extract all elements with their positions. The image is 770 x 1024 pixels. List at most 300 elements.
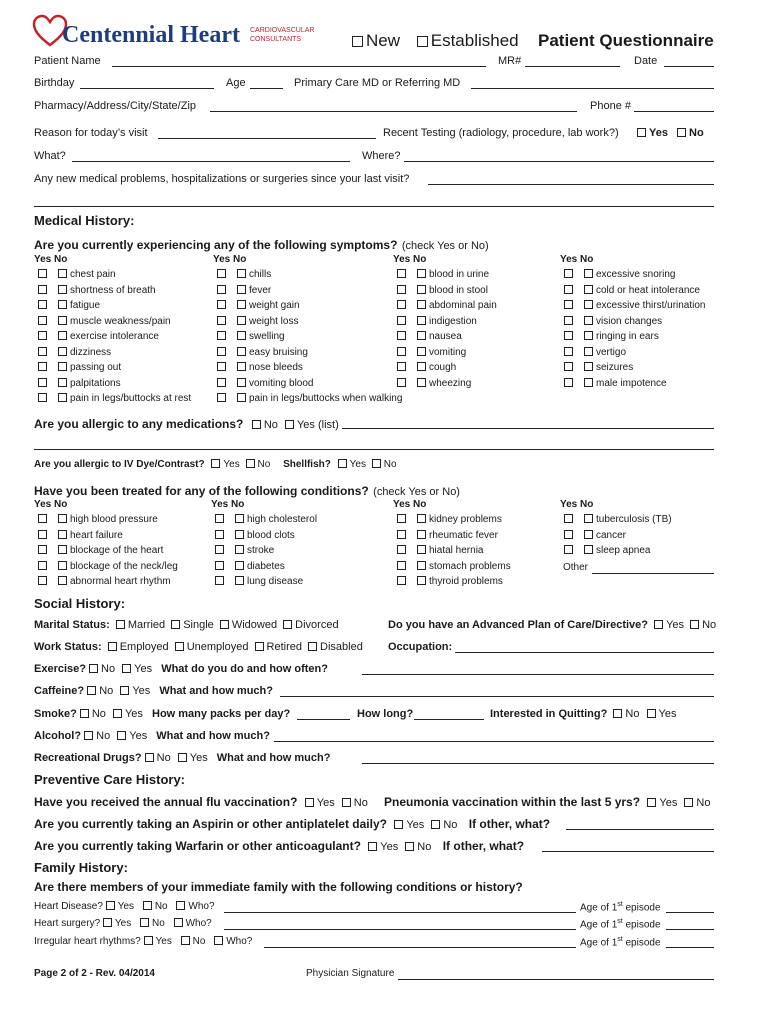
age-episode-field[interactable] xyxy=(666,929,714,930)
yes-checkbox[interactable] xyxy=(38,331,47,340)
who-label: Who? xyxy=(226,936,253,947)
no-checkbox[interactable] xyxy=(417,545,426,554)
yes-checkbox[interactable] xyxy=(215,561,224,570)
aspirin-if-other: If other, what? xyxy=(468,817,551,831)
exercise-field[interactable] xyxy=(362,674,714,675)
yes-checkbox[interactable] xyxy=(38,514,47,523)
no-checkbox[interactable] xyxy=(235,576,244,585)
established-checkbox[interactable] xyxy=(417,36,428,47)
new-problems-field-2[interactable] xyxy=(34,206,714,207)
no-checkbox[interactable] xyxy=(584,300,593,309)
no-checkbox[interactable] xyxy=(417,316,426,325)
condition-row xyxy=(397,514,502,525)
new-problems-label: Any new medical problems, hospitalizations or surgeries since your last visit? xyxy=(34,173,410,185)
page-title: Patient Questionnaire xyxy=(538,31,714,50)
warfarin-other-field[interactable] xyxy=(542,851,714,852)
yes-checkbox[interactable] xyxy=(564,362,573,371)
yes-label: Yes xyxy=(406,819,425,831)
condition-row xyxy=(215,561,285,572)
family-question: Are there members of your immediate family with the following conditions or history? xyxy=(34,880,523,894)
condition-row xyxy=(564,362,633,373)
yes-checkbox[interactable] xyxy=(215,514,224,523)
yes-checkbox[interactable] xyxy=(217,347,226,356)
condition-row xyxy=(564,285,700,296)
family-condition-label: Heart Disease? xyxy=(34,901,103,912)
family-who-checkbox[interactable] xyxy=(174,918,183,927)
condition-label: pain in legs/buttocks at rest xyxy=(70,393,192,404)
divorced-checkbox[interactable] xyxy=(283,620,292,629)
drugs-yes-checkbox[interactable] xyxy=(178,753,187,762)
allergic-meds-yes-checkbox[interactable] xyxy=(285,420,294,429)
condition-row xyxy=(564,331,659,342)
advanced-yes-checkbox[interactable] xyxy=(654,620,663,629)
condition-row xyxy=(38,331,159,342)
condition-row xyxy=(397,285,488,296)
new-checkbox[interactable] xyxy=(352,36,363,47)
aspirin-no-checkbox[interactable] xyxy=(431,820,440,829)
how-long-field[interactable] xyxy=(414,719,484,720)
reason-field[interactable] xyxy=(158,138,376,139)
no-checkbox[interactable] xyxy=(58,316,67,325)
no-checkbox[interactable] xyxy=(417,514,426,523)
birthday-label: Birthday xyxy=(34,77,75,89)
shellfish-no-checkbox[interactable] xyxy=(372,459,381,468)
condition-label: vomiting blood xyxy=(249,377,314,389)
condition-row xyxy=(397,561,511,572)
aspirin-other-field[interactable] xyxy=(566,829,714,830)
no-checkbox[interactable] xyxy=(58,347,67,356)
no-checkbox[interactable] xyxy=(58,514,67,523)
signature-label: Physician Signature xyxy=(306,968,395,979)
yes-checkbox[interactable] xyxy=(38,300,47,309)
treated-question xyxy=(34,482,460,500)
yes-checkbox[interactable] xyxy=(397,331,406,340)
yes-checkbox[interactable] xyxy=(38,285,47,294)
no-checkbox[interactable] xyxy=(417,300,426,309)
condition-row xyxy=(217,269,271,280)
iv-dye-row xyxy=(34,459,397,470)
no-checkbox[interactable] xyxy=(417,331,426,340)
family-no-checkbox[interactable] xyxy=(143,901,152,910)
condition-row xyxy=(38,393,191,404)
yes-checkbox[interactable] xyxy=(397,316,406,325)
condition-label: ringing in ears xyxy=(596,331,659,342)
yes-checkbox[interactable] xyxy=(397,561,406,570)
no-checkbox[interactable] xyxy=(58,393,67,402)
no-checkbox[interactable] xyxy=(584,331,593,340)
recent-testing-yes-checkbox[interactable] xyxy=(637,128,646,137)
superscript-st: st xyxy=(617,901,623,908)
age-of-episode xyxy=(580,936,661,948)
no-checkbox[interactable] xyxy=(237,347,246,356)
quitting-yes-checkbox[interactable] xyxy=(647,709,656,718)
employed-checkbox[interactable] xyxy=(108,642,117,651)
other-field[interactable] xyxy=(592,573,714,574)
no-checkbox[interactable] xyxy=(417,362,426,371)
no-checkbox[interactable] xyxy=(417,347,426,356)
single-checkbox[interactable] xyxy=(171,620,180,629)
family-no-checkbox[interactable] xyxy=(140,918,149,927)
retired-checkbox[interactable] xyxy=(255,642,264,651)
pharmacy-field[interactable] xyxy=(210,111,577,112)
primary-md-field[interactable] xyxy=(471,88,714,89)
social-history-heading: Social History: xyxy=(34,596,126,611)
patient-name-field[interactable] xyxy=(112,66,486,67)
condition-label: passing out xyxy=(70,362,122,373)
condition-label: tuberculosis (TB) xyxy=(596,514,672,525)
no-checkbox[interactable] xyxy=(417,378,426,387)
drugs-row xyxy=(34,752,330,764)
no-checkbox[interactable] xyxy=(58,530,67,539)
condition-label: abdominal pain xyxy=(429,300,497,311)
no-checkbox[interactable] xyxy=(237,393,246,402)
widowed-label: Widowed xyxy=(231,619,278,631)
condition-label: fatigue xyxy=(70,300,101,311)
flu-row xyxy=(34,795,368,809)
no-checkbox[interactable] xyxy=(417,576,426,585)
drugs-field[interactable] xyxy=(362,763,714,764)
yes-label: Yes xyxy=(189,752,208,764)
mr-field[interactable] xyxy=(525,66,620,67)
quitting-row xyxy=(490,708,676,720)
no-checkbox[interactable] xyxy=(237,331,246,340)
where-field[interactable] xyxy=(404,161,714,162)
no-checkbox[interactable] xyxy=(58,269,67,278)
aspirin-question: Are you currently taking an Aspirin or other antiplatelet daily? xyxy=(34,817,387,831)
quitting-no-checkbox[interactable] xyxy=(613,709,622,718)
employed-label: Employed xyxy=(119,641,169,653)
iv-dye-yes-checkbox[interactable] xyxy=(211,459,220,468)
caffeine-yes-checkbox[interactable] xyxy=(120,686,129,695)
alcohol-row xyxy=(34,730,270,742)
pneumonia-row xyxy=(384,795,710,809)
work-row xyxy=(34,641,363,653)
yes-label: Yes xyxy=(658,708,677,720)
shellfish-question: Shellfish? xyxy=(283,459,331,470)
no-checkbox[interactable] xyxy=(584,530,593,539)
yes-checkbox[interactable] xyxy=(38,545,47,554)
exercise-question: What do you do and how often? xyxy=(161,663,328,675)
family-who-field[interactable] xyxy=(264,947,576,948)
condition-row xyxy=(38,347,111,358)
yes-checkbox[interactable] xyxy=(38,576,47,585)
packs-field[interactable] xyxy=(297,719,350,720)
yes-checkbox[interactable] xyxy=(564,300,573,309)
yes-checkbox[interactable] xyxy=(564,269,573,278)
condition-label: high cholesterol xyxy=(247,514,318,525)
disabled-checkbox[interactable] xyxy=(308,642,317,651)
yes-checkbox[interactable] xyxy=(397,285,406,294)
reason-label: Reason for today’s visit xyxy=(34,127,148,139)
yes-checkbox[interactable] xyxy=(564,331,573,340)
no-checkbox[interactable] xyxy=(58,561,67,570)
warfarin-question: Are you currently taking Warfarin or other anticoagulant? xyxy=(34,839,361,853)
no-checkbox[interactable] xyxy=(584,362,593,371)
yes-checkbox[interactable] xyxy=(38,378,47,387)
drugs-no-checkbox[interactable] xyxy=(145,753,154,762)
family-who-checkbox[interactable] xyxy=(176,901,185,910)
condition-row xyxy=(217,316,298,327)
condition-row xyxy=(217,393,402,404)
no-checkbox[interactable] xyxy=(584,316,593,325)
family-who-checkbox[interactable] xyxy=(214,936,223,945)
no-checkbox[interactable] xyxy=(237,300,246,309)
no-checkbox[interactable] xyxy=(58,545,67,554)
logo xyxy=(32,14,315,50)
no-checkbox[interactable] xyxy=(584,545,593,554)
condition-label: kidney problems xyxy=(429,514,502,525)
exercise-no-checkbox[interactable] xyxy=(89,664,98,673)
yes-checkbox[interactable] xyxy=(564,514,573,523)
date-field[interactable] xyxy=(664,66,714,67)
yes-checkbox[interactable] xyxy=(38,393,47,402)
occupation-field[interactable] xyxy=(455,652,714,653)
retired-label: Retired xyxy=(266,641,302,653)
no-checkbox[interactable] xyxy=(58,378,67,387)
birthday-field[interactable] xyxy=(80,88,214,89)
condition-label: nausea xyxy=(429,331,462,342)
work-label: Work Status: xyxy=(34,641,102,653)
yes-checkbox[interactable] xyxy=(397,362,406,371)
family-yes-checkbox[interactable] xyxy=(144,936,153,945)
condition-row xyxy=(38,378,121,389)
yes-checkbox[interactable] xyxy=(38,530,47,539)
allergic-meds-no-checkbox[interactable] xyxy=(252,420,261,429)
married-checkbox[interactable] xyxy=(116,620,125,629)
no-checkbox[interactable] xyxy=(237,316,246,325)
no-checkbox[interactable] xyxy=(584,269,593,278)
logo-sub1: CARDIOVASCULAR xyxy=(250,27,315,34)
yes-checkbox[interactable] xyxy=(217,378,226,387)
check-hint: (check Yes or No) xyxy=(401,240,489,252)
episode-label: episode xyxy=(625,937,661,949)
no-label: No xyxy=(91,708,106,720)
no-checkbox[interactable] xyxy=(58,362,67,371)
married-label: Married xyxy=(127,619,166,631)
no-checkbox[interactable] xyxy=(235,561,244,570)
alcohol-field[interactable] xyxy=(274,741,714,742)
no-checkbox[interactable] xyxy=(584,378,593,387)
caffeine-field[interactable] xyxy=(280,696,714,697)
yes-checkbox[interactable] xyxy=(397,530,406,539)
no-checkbox[interactable] xyxy=(58,576,67,585)
condition-label: excessive thirst/urination xyxy=(596,300,706,311)
yes-checkbox[interactable] xyxy=(564,285,573,294)
yes-checkbox[interactable] xyxy=(215,576,224,585)
smoke-yes-checkbox[interactable] xyxy=(113,709,122,718)
marital-row xyxy=(34,619,339,631)
no-checkbox[interactable] xyxy=(235,530,244,539)
disabled-label: Disabled xyxy=(320,641,363,653)
recent-testing-no-checkbox[interactable] xyxy=(677,128,686,137)
flu-no-checkbox[interactable] xyxy=(342,798,351,807)
condition-label: blockage of the neck/leg xyxy=(70,560,178,572)
condition-label: blood clots xyxy=(247,529,295,541)
yes-list-label: Yes (list) xyxy=(296,419,339,431)
yes-checkbox[interactable] xyxy=(564,530,573,539)
yes-checkbox[interactable] xyxy=(397,514,406,523)
family-no-checkbox[interactable] xyxy=(181,936,190,945)
condition-label: thyroid problems xyxy=(429,576,503,587)
yes-checkbox[interactable] xyxy=(564,545,573,554)
logo-sub2: CONSULTANTS xyxy=(250,36,302,43)
yes-label: Yes xyxy=(316,797,335,809)
condition-label: chills xyxy=(249,269,272,280)
condition-label: stroke xyxy=(247,545,275,556)
caffeine-no-checkbox[interactable] xyxy=(87,686,96,695)
yes-checkbox[interactable] xyxy=(564,347,573,356)
condition-row xyxy=(38,545,163,556)
iv-dye-no-checkbox[interactable] xyxy=(246,459,255,468)
exercise-yes-checkbox[interactable] xyxy=(122,664,131,673)
condition-label: vertigo xyxy=(596,346,627,358)
yes-checkbox[interactable] xyxy=(217,316,226,325)
yes-checkbox[interactable] xyxy=(38,316,47,325)
condition-label: stomach problems xyxy=(429,560,511,572)
family-condition-label: Heart surgery? xyxy=(34,918,101,929)
yes-checkbox[interactable] xyxy=(38,347,47,356)
condition-row xyxy=(397,316,477,327)
yes-checkbox[interactable] xyxy=(397,378,406,387)
condition-label: vomiting xyxy=(429,346,467,358)
established-label: Established xyxy=(430,31,519,50)
smoke-no-checkbox[interactable] xyxy=(80,709,89,718)
no-checkbox[interactable] xyxy=(584,285,593,294)
yes-checkbox[interactable] xyxy=(397,545,406,554)
new-problems-field[interactable] xyxy=(428,184,714,185)
condition-label: indigestion xyxy=(429,315,477,327)
how-long-label: How long? xyxy=(357,708,414,720)
no-checkbox[interactable] xyxy=(235,545,244,554)
signature-field[interactable] xyxy=(398,979,714,980)
condition-label: cough xyxy=(429,362,457,373)
age-of-episode xyxy=(580,901,661,913)
yes-checkbox[interactable] xyxy=(215,545,224,554)
allergic-meds-field[interactable] xyxy=(342,428,714,429)
no-checkbox[interactable] xyxy=(417,530,426,539)
age-field[interactable] xyxy=(250,88,283,89)
date-label: Date xyxy=(634,55,658,67)
family-who-field[interactable] xyxy=(224,912,576,913)
alcohol-no-checkbox[interactable] xyxy=(84,731,93,740)
pneumonia-yes-checkbox[interactable] xyxy=(647,798,656,807)
no-label: No xyxy=(257,459,271,470)
warfarin-no-checkbox[interactable] xyxy=(405,842,414,851)
widowed-checkbox[interactable] xyxy=(220,620,229,629)
yes-no-header: Yes No xyxy=(34,499,68,510)
yes-checkbox[interactable] xyxy=(217,300,226,309)
aspirin-yes-checkbox[interactable] xyxy=(394,820,403,829)
family-yes-checkbox[interactable] xyxy=(106,901,115,910)
yes-checkbox[interactable] xyxy=(217,393,226,402)
condition-row xyxy=(564,514,672,525)
exercise-label: Exercise? xyxy=(34,663,86,675)
condition-row xyxy=(38,316,171,327)
condition-row xyxy=(215,530,295,541)
preventive-heading: Preventive Care History: xyxy=(34,772,186,787)
yes-checkbox[interactable] xyxy=(217,331,226,340)
no-checkbox[interactable] xyxy=(58,300,67,309)
no-checkbox[interactable] xyxy=(237,285,246,294)
condition-row xyxy=(215,545,274,556)
no-checkbox[interactable] xyxy=(237,378,246,387)
condition-label: seizures xyxy=(596,362,634,373)
drugs-label: Recreational Drugs? xyxy=(34,752,142,764)
condition-row xyxy=(397,347,466,358)
condition-row xyxy=(564,530,626,541)
condition-row xyxy=(397,545,483,556)
caffeine-label: Caffeine? xyxy=(34,685,85,697)
pneumonia-no-checkbox[interactable] xyxy=(684,798,693,807)
age-episode-field[interactable] xyxy=(666,947,714,948)
unemployed-checkbox[interactable] xyxy=(175,642,184,651)
no-checkbox[interactable] xyxy=(417,561,426,570)
yes-checkbox[interactable] xyxy=(38,269,47,278)
yes-checkbox[interactable] xyxy=(397,347,406,356)
no-checkbox[interactable] xyxy=(58,331,67,340)
age-episode-field[interactable] xyxy=(666,912,714,913)
yes-checkbox[interactable] xyxy=(38,362,47,371)
no-checkbox[interactable] xyxy=(584,514,593,523)
what-field[interactable] xyxy=(72,161,350,162)
drugs-question: What and how much? xyxy=(216,752,331,764)
alcohol-label: Alcohol? xyxy=(34,730,82,742)
no-checkbox[interactable] xyxy=(417,269,426,278)
flu-yes-checkbox[interactable] xyxy=(305,798,314,807)
phone-field[interactable] xyxy=(634,111,714,112)
family-who-field[interactable] xyxy=(224,929,576,930)
shellfish-yes-checkbox[interactable] xyxy=(338,459,347,468)
pneumonia-question: Pneumonia vaccination within the last 5 yrs? xyxy=(384,795,641,809)
yes-label: Yes xyxy=(129,730,148,742)
yes-checkbox[interactable] xyxy=(397,300,406,309)
yes-no-header: Yes No xyxy=(34,254,68,265)
family-yes-checkbox[interactable] xyxy=(103,918,112,927)
smoke-label: Smoke? xyxy=(34,708,77,720)
no-checkbox[interactable] xyxy=(584,347,593,356)
no-checkbox[interactable] xyxy=(58,285,67,294)
no-checkbox[interactable] xyxy=(237,362,246,371)
no-checkbox[interactable] xyxy=(237,269,246,278)
yes-checkbox[interactable] xyxy=(215,530,224,539)
no-checkbox[interactable] xyxy=(417,285,426,294)
yes-checkbox[interactable] xyxy=(217,269,226,278)
caffeine-question: What and how much? xyxy=(159,685,273,697)
yes-checkbox[interactable] xyxy=(217,362,226,371)
yes-checkbox[interactable] xyxy=(397,576,406,585)
no-label: No xyxy=(353,797,368,809)
allergic-meds-field-2[interactable] xyxy=(34,449,714,450)
no-checkbox[interactable] xyxy=(235,514,244,523)
who-label: Who? xyxy=(185,918,212,929)
yes-checkbox[interactable] xyxy=(217,285,226,294)
alcohol-yes-checkbox[interactable] xyxy=(117,731,126,740)
no-label: No xyxy=(99,685,114,697)
advanced-no-checkbox[interactable] xyxy=(690,620,699,629)
alcohol-question: What and how much? xyxy=(156,730,270,742)
yes-label: Yes xyxy=(659,797,678,809)
yes-checkbox[interactable] xyxy=(397,269,406,278)
condition-row xyxy=(397,378,471,389)
yes-label: Yes xyxy=(117,901,135,912)
condition-row xyxy=(217,285,271,296)
yes-checkbox[interactable] xyxy=(564,378,573,387)
yes-checkbox[interactable] xyxy=(38,561,47,570)
condition-label: blockage of the heart xyxy=(70,545,164,556)
condition-row xyxy=(397,362,456,373)
yes-checkbox[interactable] xyxy=(564,316,573,325)
warfarin-yes-checkbox[interactable] xyxy=(368,842,377,851)
